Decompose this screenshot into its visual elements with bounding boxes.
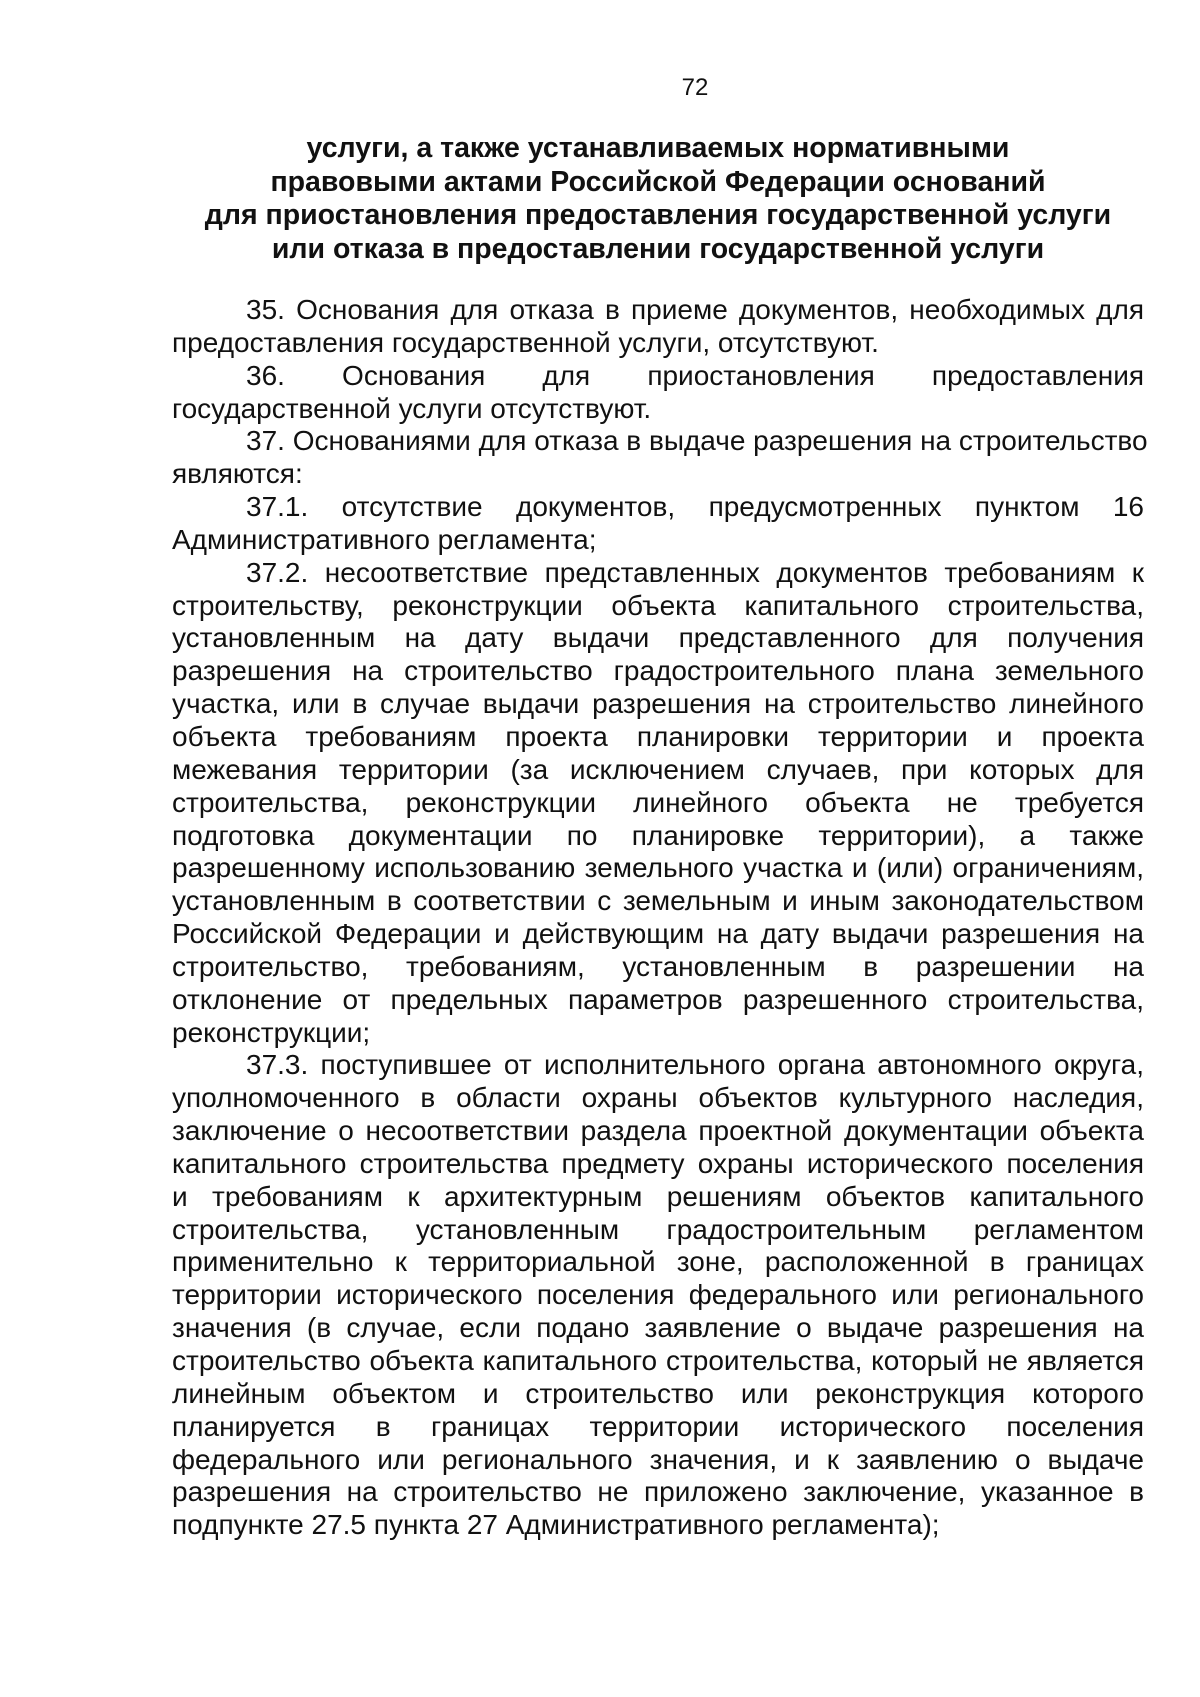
paragraph-line: уполномоченного в области охраны объектов культурного наследия, (172, 1082, 1144, 1114)
paragraph-line: 36. Основания для приостановления предоставления (246, 359, 1144, 391)
paragraph (172, 491, 1144, 557)
paragraph-line: установленным в соответствии с земельным и иным законодательством (172, 885, 1144, 917)
paragraph-line: 37. Основаниями для отказа в выдаче разрешения на строительство (246, 425, 1148, 457)
paragraph-line: и требованиям к архитектурным решениям объектов капитального (172, 1180, 1144, 1212)
paragraph-line: заключение о несоответствии раздела проектной документации объекта (172, 1115, 1144, 1147)
paragraph-line: участка, или в случае выдачи разрешения на строительство линейного (172, 688, 1144, 720)
paragraph-line: строительству, реконструкции объекта капитального строительства, (172, 589, 1144, 621)
heading-line: или отказа в предоставлении государственной услуги (271, 232, 1045, 265)
paragraph-line: разрешенному использованию земельного участка и (или) ограничениям, (172, 852, 1144, 884)
paragraph-line: строительства, установленным градостроительным регламентом (172, 1213, 1144, 1245)
paragraph (172, 425, 1148, 491)
page-number: 72 (681, 74, 709, 101)
paragraph-line: предоставления государственной услуги, отсутствуют. (172, 326, 879, 358)
paragraph-line: капитального строительства предмету охраны исторического поселения (172, 1147, 1144, 1179)
paragraph-line: линейным объектом и строительство или реконструкция которого (172, 1377, 1144, 1409)
paragraph-line: отклонение от предельных параметров разрешенного строительства, (172, 983, 1144, 1015)
paragraph-line: Административного регламента; (172, 523, 597, 555)
paragraph-line: применительно к территориальной зоне, расположенной в границах (172, 1246, 1144, 1278)
paragraph-line: установленным на дату выдачи представленного для получения (172, 622, 1144, 654)
paragraph (172, 360, 1144, 426)
paragraph (172, 557, 1144, 1050)
paragraph-line: Российской Федерации и действующим на дату выдачи разрешения на (172, 918, 1144, 950)
paragraph-line: строительства, реконструкции линейного объекта не требуется (172, 786, 1144, 818)
paragraph-line: федерального или регионального значения, и к заявлению о выдаче (172, 1443, 1144, 1475)
paragraph-line: значения (в случае, если подано заявление о выдаче разрешения на (172, 1312, 1144, 1344)
heading-line: для приостановления предоставления государственной услуги (204, 199, 1112, 231)
paragraph-line: 37.2. несоответствие представленных документов требованиям к (246, 556, 1144, 588)
document-body (172, 294, 1148, 1542)
heading-line: правовыми актами Российской Федерации оснований (270, 165, 1046, 198)
paragraph-line: строительство, требованиям, установленным в разрешении на (172, 950, 1144, 982)
paragraph-line: строительство объекта капитального строительства, который не является (172, 1345, 1144, 1376)
paragraph (172, 294, 1144, 360)
section-heading (172, 132, 1144, 266)
paragraph-line: государственной услуги отсутствуют. (172, 392, 652, 424)
paragraph-line: подпункте 27.5 пункта 27 Административного регламента); (172, 1509, 940, 1541)
paragraph-line: территории исторического поселения федерального или регионального (172, 1279, 1144, 1311)
paragraph (172, 1049, 1144, 1542)
paragraph-line: 37.3. поступившее от исполнительного органа автономного округа, (246, 1049, 1144, 1081)
paragraph-line: реконструкции; (172, 1016, 371, 1048)
paragraph-line: межевания территории (за исключением случаев, при которых для (172, 753, 1144, 785)
paragraph-line: планируется в границах территории исторического поселения (172, 1410, 1144, 1442)
paragraph-line: объекта требованиям проекта планировки территории и проекта (172, 720, 1144, 752)
paragraph-line: подготовка документации по планировке территории), а также (172, 819, 1144, 851)
paragraph-line: являются: (172, 458, 303, 490)
paragraph-line: разрешения на строительство градостроительного плана земельного (172, 655, 1144, 687)
paragraph-line: 37.1. отсутствие документов, предусмотренных пунктом 16 (246, 491, 1144, 523)
paragraph-line: разрешения на строительство не приложено заключение, указанное в (172, 1476, 1144, 1508)
heading-line: услуги, а также устанавливаемых нормативными (306, 132, 1010, 164)
paragraph-line: 35. Основания для отказа в приеме документов, необходимых для (246, 294, 1144, 325)
